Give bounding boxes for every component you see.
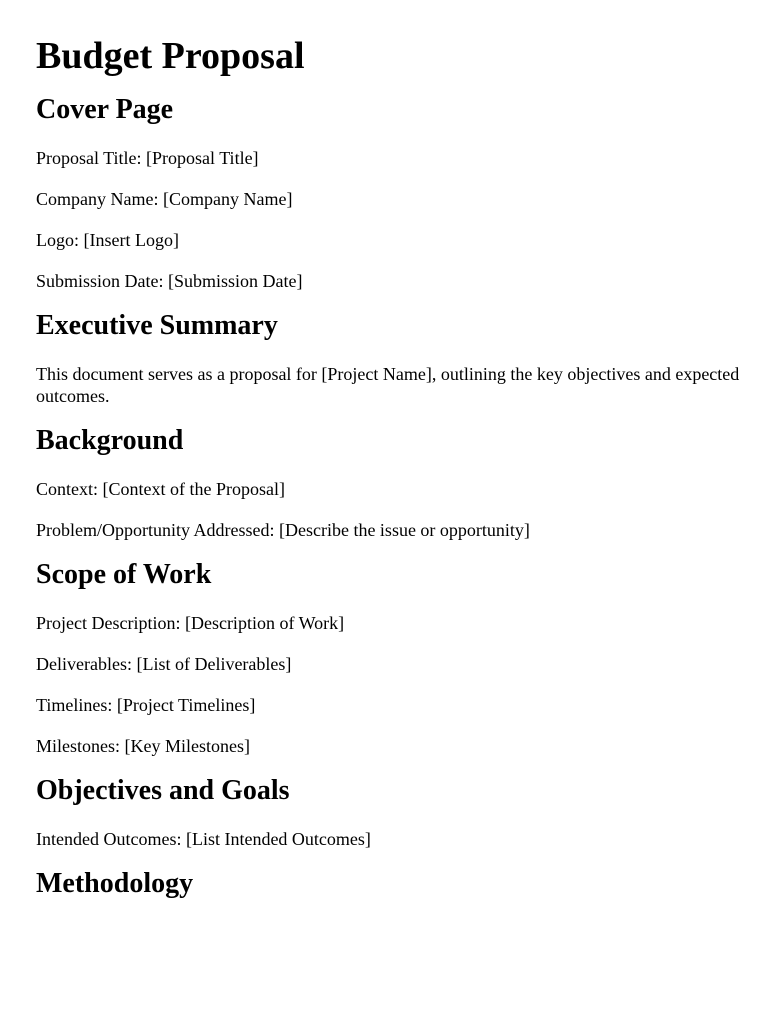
section-heading-scope-of-work: Scope of Work [36, 559, 212, 590]
field-deliverables: Deliverables: [List of Deliverables] [36, 654, 292, 674]
section-executive-summary [36, 309, 748, 407]
document-title: Budget Proposal [36, 35, 305, 77]
executive-summary-text: This document serves as a proposal for [Project Name], outlining the key objectives and expected outcomes. [36, 364, 740, 406]
field-project-description: Project Description: [Description of Work] [36, 613, 345, 633]
section-methodology [36, 867, 748, 901]
section-heading-cover-page: Cover Page [36, 94, 174, 125]
section-scope-of-work [36, 558, 748, 757]
document-page [36, 0, 748, 901]
section-cover-page [36, 93, 748, 292]
section-background [36, 424, 748, 541]
field-problem-opportunity: Problem/Opportunity Addressed: [Describe the issue or opportunity] [36, 520, 530, 540]
field-submission-date: Submission Date: [Submission Date] [36, 271, 303, 291]
field-company-name: Company Name: [Company Name] [36, 189, 293, 209]
field-intended-outcomes: Intended Outcomes: [List Intended Outcomes] [36, 829, 371, 849]
section-heading-methodology: Methodology [36, 868, 194, 899]
section-heading-objectives-and-goals: Objectives and Goals [36, 775, 290, 806]
field-proposal-title: Proposal Title: [Proposal Title] [36, 148, 259, 168]
section-heading-executive-summary: Executive Summary [36, 310, 278, 341]
section-objectives-and-goals [36, 774, 748, 850]
field-logo: Logo: [Insert Logo] [36, 230, 179, 250]
field-timelines: Timelines: [Project Timelines] [36, 695, 256, 715]
field-context: Context: [Context of the Proposal] [36, 479, 285, 499]
section-heading-background: Background [36, 425, 184, 456]
field-milestones: Milestones: [Key Milestones] [36, 736, 250, 756]
